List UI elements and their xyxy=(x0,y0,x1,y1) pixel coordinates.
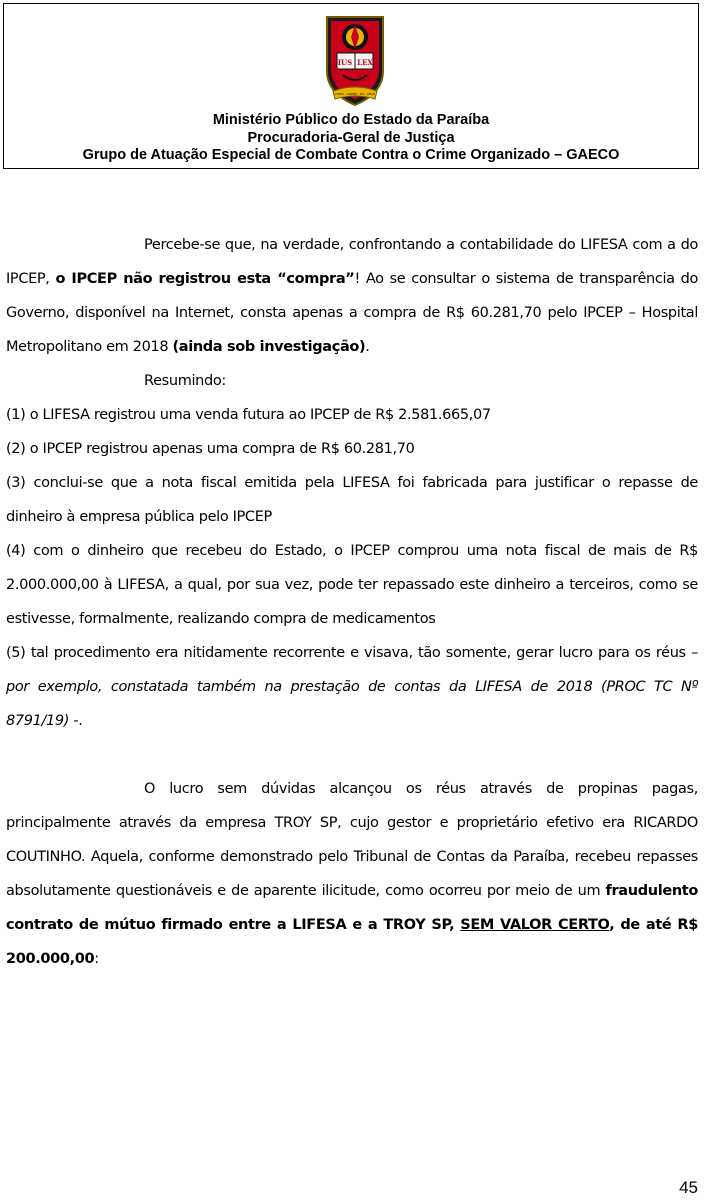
text-run: O lucro sem dúvidas alcançou os réus através de propinas pagas, principalmente através da empresa TROY SP, cujo gestor e proprietário efetivo era RICARDO COUTINHO. Aquela, conforme demonstrado pelo Tribunal de Contas da Paraíba, recebeu repasses absolutamente questionáveis e de aparente ilicitude, como ocorreu por meio de um xyxy=(6,781,698,899)
paragraph-gap xyxy=(6,738,698,772)
crest-banner-text: FIDES · AGERE · EX · LEGE xyxy=(335,92,375,96)
bold-run: fraudulento contrato de mútuo firmado entre a LIFESA e a TROY SP, xyxy=(6,883,698,933)
header-line-ministry: Ministério Público do Estado da Paraíba xyxy=(212,112,490,128)
list-item-5 xyxy=(6,636,698,738)
text-run: : xyxy=(94,951,99,967)
document-header xyxy=(3,3,699,169)
page-number: 45 xyxy=(679,1178,698,1197)
text-run: Percebe-se que, na verdade, confrontando a contabilidade do LIFESA com a do IPCEP, xyxy=(6,237,698,287)
bold-run: o IPCEP não registrou esta “compra” xyxy=(55,271,355,287)
header-line-gaeco: Grupo de Atuação Especial de Combate Contra o Crime Organizado – GAECO xyxy=(82,147,620,163)
text-run: -. xyxy=(69,713,83,729)
list-item-4: (4) com o dinheiro que recebeu do Estado, o IPCEP comprou uma nota fiscal de mais de R$ 2.000.000,00 à LIFESA, a qual, por sua vez, pode ter repassado este dinheiro a terceiros, como se estivesse, formalmente, realizando compra de medicamentos xyxy=(6,543,698,627)
list-item-2: (2) o IPCEP registrou apenas uma compra de R$ 60.281,70 xyxy=(6,441,415,457)
italic-run: por exemplo, constatada também na prestação de contas da LIFESA de 2018 (PROC TC Nº 8791/19) xyxy=(6,679,698,729)
crest-text-right: LEX xyxy=(357,58,373,67)
paragraph-resumindo: Resumindo: xyxy=(144,373,226,389)
header-line-procuradoria: Procuradoria-Geral de Justiça xyxy=(247,129,455,146)
text-run: . xyxy=(365,339,370,355)
list-item-3: (3) conclui-se que a nota fiscal emitida pela LIFESA foi fabricada para justificar o repasse de dinheiro à empresa pública pelo IPCEP xyxy=(6,475,698,525)
document-body xyxy=(6,228,698,976)
bold-underline-run: SEM VALOR CERTO xyxy=(460,917,610,933)
bold-run: , de até R$ 200.000,00 xyxy=(6,917,698,967)
list-item-1: (1) o LIFESA registrou uma venda futura ao IPCEP de R$ 2.581.665,07 xyxy=(6,407,491,423)
text-run: (5) tal procedimento era nitidamente recorrente e visava, tão somente, gerar lucro para os réus – xyxy=(6,645,698,661)
institution-crest-logo xyxy=(323,13,387,109)
paragraph-percebe xyxy=(6,228,698,364)
text-run: ! Ao se consultar o sistema de transparência do Governo, disponível na Internet, consta apenas a compra de R$ 60.281,70 pelo IPCEP – Hospital Metropolitano em 2018 xyxy=(6,271,698,355)
paragraph-lucro xyxy=(6,772,698,976)
crest-text-left: IUS xyxy=(337,58,353,67)
bold-run: (ainda sob investigação) xyxy=(172,339,366,355)
